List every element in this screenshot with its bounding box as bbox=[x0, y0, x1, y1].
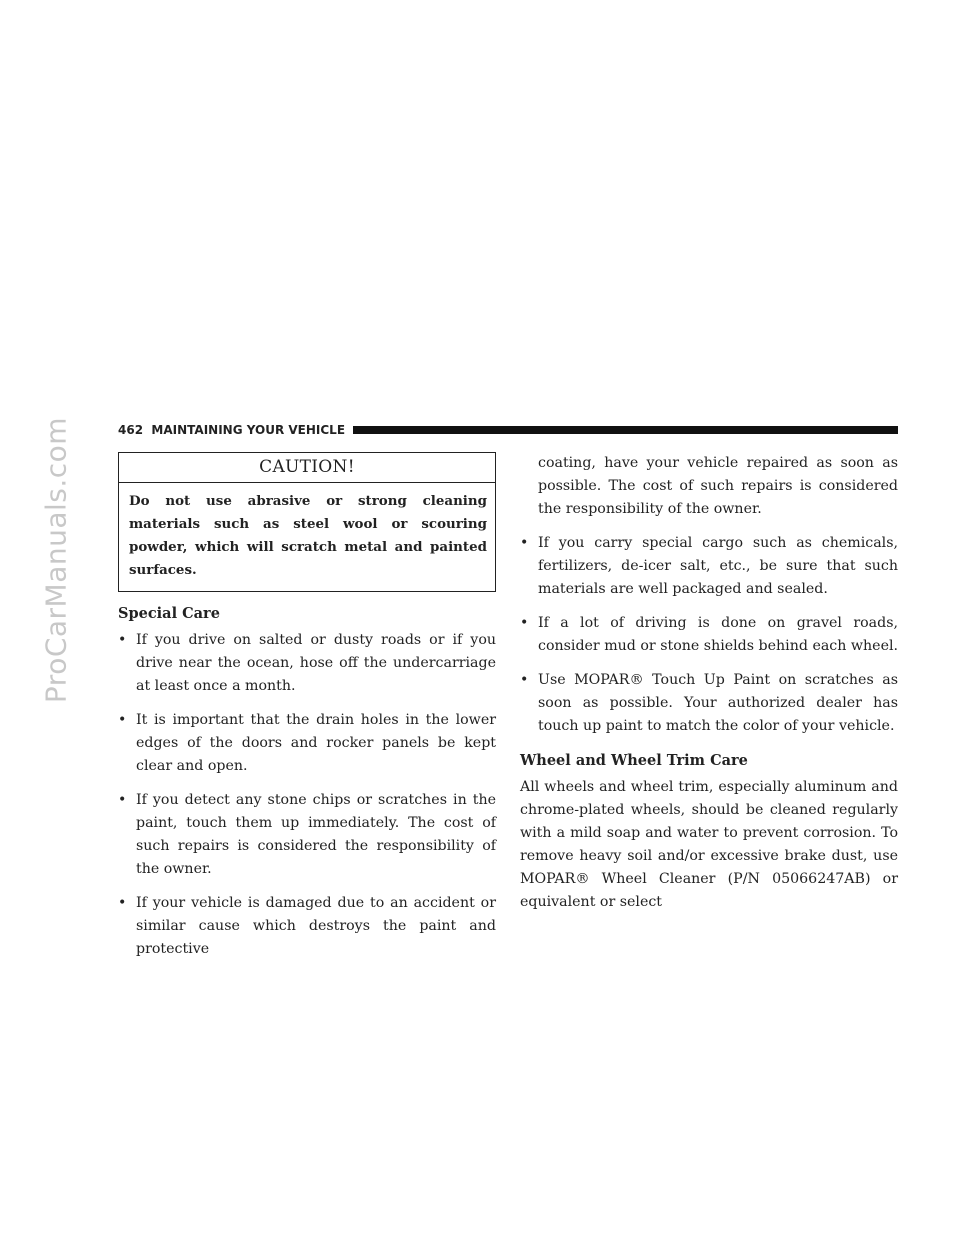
caution-box bbox=[118, 452, 496, 592]
right-column bbox=[520, 452, 898, 914]
list-item-text: If a lot of driving is done on gravel roads, consider mud or stone shields behind each wheel. bbox=[538, 615, 899, 654]
special-care-heading: Special Care bbox=[118, 605, 220, 622]
list-item bbox=[118, 629, 496, 698]
list-item bbox=[118, 892, 496, 961]
wheel-care-paragraph: All wheels and wheel trim, especially aluminum and chrome-plated wheels, should be cleaned regularly with a mild soap and water to prevent corrosion. To remove heavy soil and/or excessive brake dust, use MOPAR® Wheel Cleaner (P/N 05066247AB) or equivalent or select bbox=[520, 779, 898, 910]
bullet-icon: • bbox=[118, 712, 127, 728]
left-column bbox=[118, 452, 496, 972]
bullet-icon: • bbox=[520, 615, 529, 631]
list-item-text: If you detect any stone chips or scratches in the paint, touch them up immediately. The cost of such repairs is considered the responsibility of the owner. bbox=[136, 792, 496, 877]
wheel-care-heading: Wheel and Wheel Trim Care bbox=[520, 752, 748, 769]
watermark-text: ProCarManuals.com bbox=[39, 416, 73, 704]
bullet-icon: • bbox=[118, 895, 127, 911]
list-item-text: If your vehicle is damaged due to an accident or similar cause which destroys the paint and protective bbox=[136, 895, 496, 957]
bullet-icon: • bbox=[520, 672, 529, 688]
page-number: 462 bbox=[118, 423, 144, 437]
list-item bbox=[118, 709, 496, 778]
bullet-icon: • bbox=[118, 632, 127, 648]
list-item-text: Use MOPAR® Touch Up Paint on scratches as soon as possible. Your authorized dealer has touch up paint to match the color of your vehicle. bbox=[538, 672, 898, 734]
bullet-icon: • bbox=[520, 535, 529, 551]
caution-body: Do not use abrasive or strong cleaning materials such as steel wool or scouring powder, which will scratch metal and painted surfaces. bbox=[129, 493, 487, 578]
list-item-text: It is important that the drain holes in the lower edges of the doors and rocker panels be kept clear and open. bbox=[136, 712, 496, 774]
list-item-continuation: coating, have your vehicle repaired as soon as possible. The cost of such repairs is considered the responsibility of the owner. bbox=[538, 455, 898, 517]
list-item bbox=[520, 669, 898, 738]
bullet-icon: • bbox=[118, 792, 127, 808]
page-header bbox=[118, 421, 898, 439]
list-item-text: If you carry special cargo such as chemicals, fertilizers, de-icer salt, etc., be sure that such materials are well packaged and sealed. bbox=[538, 535, 898, 597]
list-item bbox=[520, 532, 898, 601]
list-item bbox=[520, 612, 898, 658]
list-item bbox=[118, 789, 496, 881]
page-header-text bbox=[118, 423, 353, 437]
section-title: MAINTAINING YOUR VEHICLE bbox=[151, 423, 346, 437]
list-item-text: If you drive on salted or dusty roads or if you drive near the ocean, hose off the undercarriage at least once a month. bbox=[136, 632, 496, 694]
caution-title: CAUTION! bbox=[119, 453, 495, 483]
header-rule bbox=[353, 426, 898, 434]
